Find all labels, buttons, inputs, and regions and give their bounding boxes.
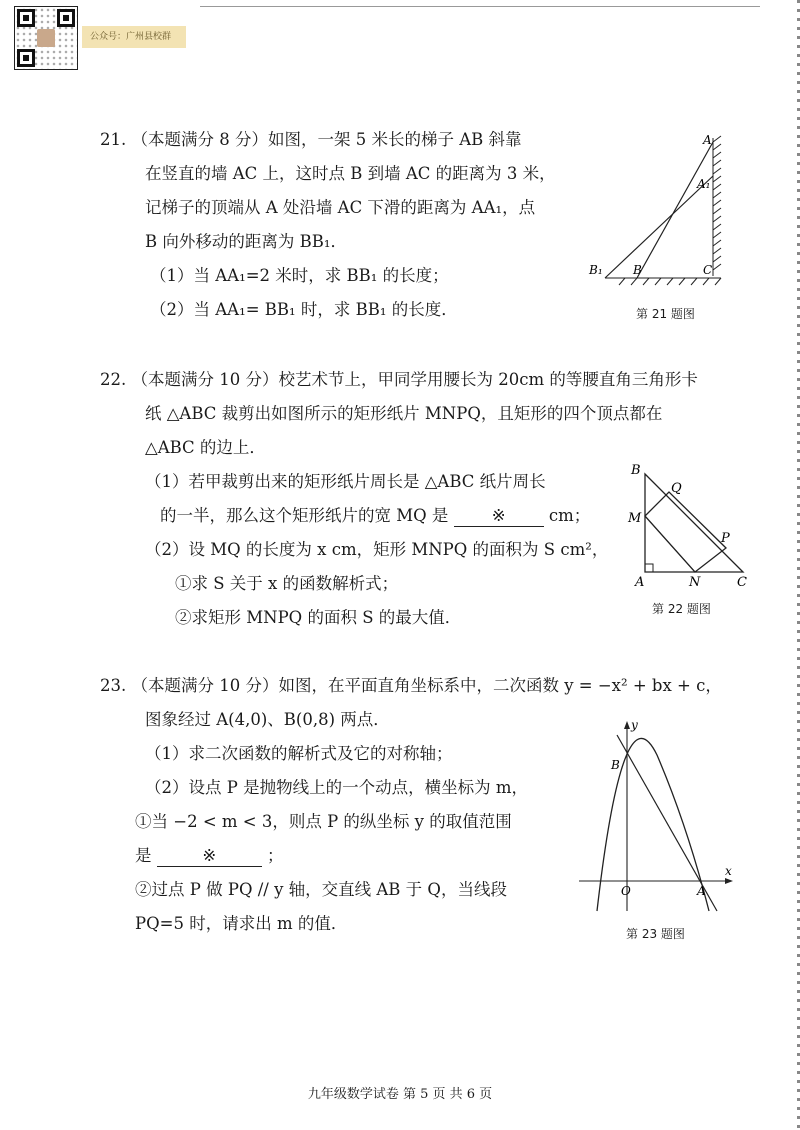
q22-sub1: ①求 S 关于 x 的函数解析式； (175, 574, 399, 593)
header-banner: 公众号：广州县校群 (82, 26, 186, 48)
answer-blank-2[interactable]: ※ (157, 846, 262, 867)
q21-line1: 21. （本题满分 8 分）如图，一架 5 米长的梯子 AB 斜靠 (100, 130, 522, 149)
label-B: B (633, 263, 642, 277)
wall-hatching (713, 136, 721, 276)
q21-line2: 在竖直的墙 AC 上，这时点 B 到墙 AC 的距离为 3 米， (145, 164, 556, 183)
x-axis-arrow (725, 878, 733, 884)
q21-part2: （2）当 AA₁= BB₁ 时，求 BB₁ 的长度． (150, 300, 458, 319)
ladder-A1B1 (605, 176, 713, 278)
q23-figure (575, 715, 745, 915)
q21-line4: B 向外移动的距离为 BB₁． (145, 232, 347, 251)
label-A: A (635, 575, 645, 590)
label-C: C (737, 575, 747, 590)
q23-line1: 23. （本题满分 10 分）如图，在平面直角坐标系中，二次函数 y = −x² + bx + c， (100, 676, 722, 695)
q22-part1b-post: cm； (548, 506, 591, 525)
q21-line3: 记梯子的顶端从 A 处沿墙 AC 下滑的距离为 AA₁，点 (145, 198, 536, 217)
y-axis-arrow (624, 721, 630, 729)
label-A1: A₁ (697, 177, 711, 191)
label-A: A (697, 884, 706, 898)
label-y: y (631, 718, 638, 732)
q23-sub1b-post: ； (267, 846, 284, 865)
q21-part1: （1）当 AA₁=2 米时，求 BB₁ 的长度； (150, 266, 449, 285)
top-border-line (200, 0, 760, 7)
label-x: x (725, 864, 732, 878)
q22-caption: 第 22 题图 (652, 602, 711, 616)
q23-sub1: ①当 −2 < m < 3，则点 P 的纵坐标 y 的取值范围 (135, 812, 512, 831)
label-Q: Q (671, 481, 682, 496)
label-M: M (628, 511, 642, 526)
q22-part2: （2）设 MQ 的长度为 x cm，矩形 MNPQ 的面积为 S cm²， (145, 540, 609, 559)
q22-part1a: （1）若甲裁剪出来的矩形纸片周长是 △ABC 纸片周长 (145, 472, 546, 491)
q22-line1: 22. （本题满分 10 分）校艺术节上，甲同学用腰长为 20cm 的等腰直角三角形卡 (100, 370, 698, 389)
q23-part2: （2）设点 P 是抛物线上的一个动点，横坐标为 m， (145, 778, 528, 797)
q22-figure (625, 460, 760, 590)
answer-blank-1[interactable]: ※ (454, 506, 544, 527)
q21-caption: 第 21 题图 (636, 307, 695, 321)
q22-line3: △ABC 的边上． (145, 438, 266, 457)
triangle-ABC (645, 474, 743, 572)
q22-part1b-pre: 的一半，那么这个矩形纸片的宽 MQ 是 (160, 506, 449, 525)
label-B: B (611, 758, 620, 772)
qr-code-icon (14, 6, 78, 70)
label-C: C (703, 263, 713, 277)
q23-sub2a: ②过点 P 做 PQ // y 轴，交直线 AB 于 Q，当线段 (135, 880, 507, 899)
q23-sub1b-pre: 是 (135, 846, 152, 865)
q23-sub1b (135, 846, 284, 867)
q22-line2: 纸 △ABC 裁剪出如图所示的矩形纸片 MNPQ，且矩形的四个顶点都在 (145, 404, 663, 423)
q21-figure (585, 128, 745, 288)
q23-sub2b: PQ=5 时，请求出 m 的值． (135, 914, 348, 933)
rectangle-MNPQ (645, 492, 726, 572)
q23-line2: 图象经过 A(4,0)、B(0,8) 两点． (145, 710, 390, 729)
ground-hatching (605, 278, 721, 285)
page-footer: 九年级数学试卷 第 5 页 共 6 页 (307, 1087, 493, 1102)
label-B1: B₁ (589, 263, 603, 277)
label-B: B (631, 463, 641, 478)
label-A: A (703, 133, 712, 147)
label-N: N (689, 575, 701, 590)
label-O: O (621, 884, 631, 898)
label-P: P (721, 531, 730, 546)
q23-part1: （1）求二次函数的解析式及它的对称轴； (145, 744, 453, 763)
q22-part1b (160, 506, 590, 527)
q22-sub2: ②求矩形 MNPQ 的面积 S 的最大值． (175, 608, 462, 627)
q23-caption: 第 23 题图 (626, 927, 685, 941)
right-angle-mark (645, 564, 653, 572)
ladder-AB (637, 142, 713, 278)
